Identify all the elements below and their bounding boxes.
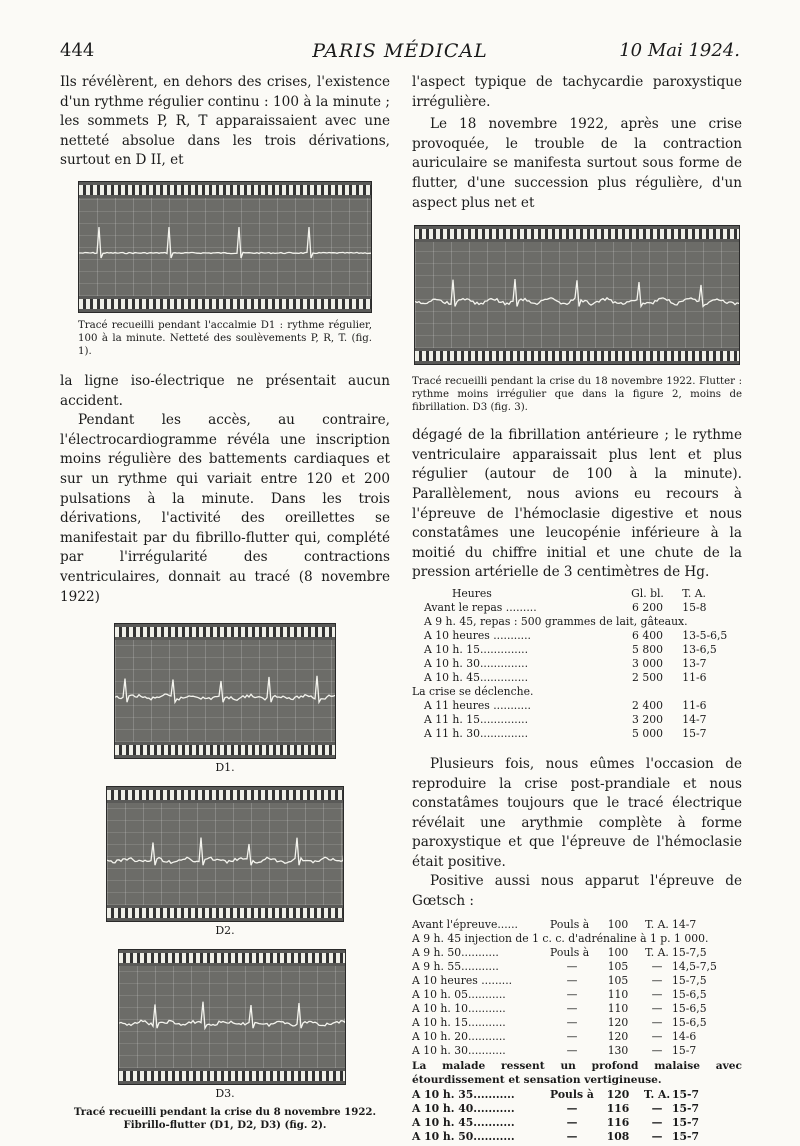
film-perforation bbox=[115, 627, 335, 637]
table-row bbox=[412, 643, 742, 657]
table-note-row bbox=[412, 932, 742, 946]
table-cell: A 10 h. 35........... bbox=[412, 1087, 515, 1101]
table-row bbox=[412, 946, 742, 960]
table-cell: — bbox=[651, 1101, 663, 1115]
table-cell: 6 400 bbox=[632, 628, 663, 642]
page-number: 444 bbox=[60, 40, 95, 61]
paragraph: Plusieurs fois, nous eûmes l'occasion de reproduire la crise post-prandiale et nous constatâmes toujours que le tracé électrique révélait une arythmie complète à forme paroxystique et que l'épreuve de l'hémoclasie était positive. bbox=[412, 755, 742, 870]
paragraph: l'aspect typique de tachycardie paroxystique irrégulière. bbox=[412, 74, 742, 110]
paragraph: Ils révélèrent, en dehors des crises, l'existence d'un rythme régulier continu : 100 à la minute ; les sommets P, R, T apparaissaient avec une netteté absolue dans les trois dérivations, surtout en D II, et bbox=[60, 74, 390, 169]
table-cell: A 9 h. 50........... bbox=[412, 945, 499, 959]
lead-label-d1: D1. bbox=[215, 761, 235, 775]
table-cell: A 10 h. 05........... bbox=[412, 987, 506, 1001]
page-header bbox=[60, 40, 740, 70]
table-cell: A 10 h. 30........... bbox=[412, 1043, 506, 1057]
table-cell: — bbox=[651, 1015, 663, 1029]
table-cell: — bbox=[566, 959, 578, 973]
table-cell: A 11 heures ........... bbox=[424, 698, 531, 712]
table-row bbox=[412, 1002, 742, 1016]
table-cell: — bbox=[566, 1001, 578, 1015]
table-cell: 11-6 bbox=[682, 698, 707, 712]
film-perforation bbox=[119, 1071, 345, 1081]
table-row bbox=[412, 1044, 742, 1058]
table-cell: A 10 h. 45.............. bbox=[424, 670, 529, 684]
film-perforation bbox=[415, 351, 739, 361]
ecg-figure-2-d3 bbox=[118, 949, 346, 1085]
table-row bbox=[412, 657, 742, 671]
paragraph: dégagé de la fibrillation antérieure ; le rythme ventriculaire apparaissait plus lent et plus régulier (autour de 100 à la minute). Parallèlement, nous avions eu recours à l'épreuve de l'hémoclasie digestive et nous constatâmes une leucopénie inférieure à la moitié du chiffre initial et une chute de la pression artérielle de 3 centimètres de Hg. bbox=[412, 427, 742, 581]
table-cell: A 9 h. 55........... bbox=[412, 959, 499, 973]
table-row bbox=[412, 1116, 742, 1130]
table-cell: — bbox=[651, 1001, 663, 1015]
table-cell: — bbox=[566, 1015, 578, 1029]
table-cell: 14-7 bbox=[682, 712, 707, 726]
table-cell: A 10 h. 10........... bbox=[412, 1001, 506, 1015]
table-cell: 130 bbox=[607, 1043, 629, 1057]
table-cell: 15-8 bbox=[682, 600, 707, 614]
table-cell: 110 bbox=[607, 1001, 629, 1015]
table-cell: A 10 h. 45........... bbox=[412, 1115, 515, 1129]
ecg-figure-2-d2 bbox=[106, 786, 344, 922]
table-header-row bbox=[412, 587, 742, 601]
table-cell: 108 bbox=[606, 1129, 630, 1143]
table-row bbox=[412, 629, 742, 643]
table-cell: 5 000 bbox=[632, 726, 663, 740]
table-cell: 15-6,5 bbox=[672, 1001, 707, 1015]
table-cell: 15-7 bbox=[672, 1087, 700, 1101]
table-cell: — bbox=[566, 1129, 578, 1143]
ecg-trace-line bbox=[119, 1002, 346, 1028]
table-note-row bbox=[412, 1058, 742, 1088]
table-cell: — bbox=[566, 1029, 578, 1043]
table-row bbox=[412, 918, 742, 932]
table-cell: 15-7,5 bbox=[672, 945, 707, 959]
left-column bbox=[60, 73, 390, 1132]
table-row bbox=[412, 960, 742, 974]
table-cell: 15-7 bbox=[672, 1101, 700, 1115]
issue-date: 10 Mai 1924. bbox=[619, 40, 740, 61]
table-cell: A 11 h. 15.............. bbox=[424, 712, 529, 726]
ecg-trace bbox=[415, 242, 740, 350]
ecg-figure-3 bbox=[414, 225, 740, 365]
table-note: A 9 h. 45 injection de 1 c. c. d'adrénaline à 1 p. 1 000. bbox=[412, 931, 709, 945]
table-cell: 3 200 bbox=[632, 712, 663, 726]
table-note: A 9 h. 45, repas : 500 grammes de lait, gâteaux. bbox=[424, 614, 688, 628]
table-note: La crise se déclenche. bbox=[412, 684, 534, 698]
table-cell: — bbox=[566, 973, 578, 987]
table-cell: 15-7,5 bbox=[672, 973, 707, 987]
leukocyte-table bbox=[412, 587, 742, 741]
table-header: Gl. bl. bbox=[631, 586, 664, 600]
table-cell: Pouls à bbox=[550, 1087, 594, 1101]
table-cell: — bbox=[566, 1101, 578, 1115]
table-cell: 14-6 bbox=[672, 1029, 697, 1043]
table-cell: 15-6,5 bbox=[672, 1015, 707, 1029]
table-cell: A 10 heures ......... bbox=[412, 973, 513, 987]
table-cell: A 11 h. 30.............. bbox=[424, 726, 529, 740]
table-cell: — bbox=[651, 1029, 663, 1043]
table-cell: 15-7 bbox=[672, 1115, 700, 1129]
ecg-trace-line bbox=[115, 676, 336, 702]
table-cell: A 10 h. 40........... bbox=[412, 1101, 515, 1115]
film-perforation bbox=[415, 229, 739, 239]
table-cell: 120 bbox=[606, 1087, 630, 1101]
table-cell: — bbox=[651, 1129, 663, 1143]
film-perforation bbox=[107, 790, 343, 800]
table-cell: 15-6,5 bbox=[672, 987, 707, 1001]
table-cell: Pouls à bbox=[550, 945, 590, 959]
table-cell: 14-7 bbox=[672, 917, 697, 931]
goetsch-table bbox=[412, 918, 742, 1144]
table-row bbox=[412, 974, 742, 988]
table-cell: — bbox=[651, 1115, 663, 1129]
table-cell: A 10 h. 15.............. bbox=[424, 642, 529, 656]
paragraph: Positive aussi nous apparut l'épreuve de Gœtsch : bbox=[412, 873, 742, 910]
table-cell: 6 200 bbox=[632, 600, 663, 614]
table-cell: 105 bbox=[607, 959, 629, 973]
table-cell: T. A. bbox=[643, 1087, 671, 1101]
ecg-trace bbox=[79, 198, 372, 298]
film-perforation bbox=[115, 745, 335, 755]
film-perforation bbox=[107, 908, 343, 918]
ecg-figure-2-d1 bbox=[114, 623, 336, 759]
table-cell: 110 bbox=[607, 987, 629, 1001]
lead-label-d3: D3. bbox=[215, 1087, 235, 1101]
film-perforation bbox=[79, 299, 371, 309]
table-cell: 14,5-7,5 bbox=[672, 959, 717, 973]
table-cell: 13-6,5 bbox=[682, 642, 717, 656]
table-cell: 116 bbox=[606, 1101, 630, 1115]
ecg-trace bbox=[119, 966, 346, 1070]
table-note-row bbox=[412, 615, 742, 629]
table-note-row bbox=[412, 685, 742, 699]
table-cell: 120 bbox=[607, 1015, 629, 1029]
table-header: Heures bbox=[452, 586, 492, 600]
table-cell: 5 800 bbox=[632, 642, 663, 656]
table-cell: 3 000 bbox=[632, 656, 663, 670]
table-row bbox=[412, 727, 742, 741]
table-cell: A 10 h. 50........... bbox=[412, 1129, 515, 1143]
table-cell: T. A. bbox=[645, 917, 669, 931]
lead-label-d2: D2. bbox=[215, 924, 235, 938]
table-cell: 100 bbox=[607, 917, 629, 931]
table-row bbox=[412, 988, 742, 1002]
paragraph: Le 18 novembre 1922, après une crise provoquée, le trouble de la contraction auriculaire se manifesta surtout sous forme de flutter, d'une succession plus régulière, d'un aspect plus net et bbox=[412, 116, 742, 211]
table-cell: Pouls à bbox=[550, 917, 590, 931]
table-cell: 15-7 bbox=[672, 1129, 700, 1143]
table-cell: 15-7 bbox=[682, 726, 707, 740]
table-cell: 2 500 bbox=[632, 670, 663, 684]
film-perforation bbox=[119, 953, 345, 963]
ecg-trace bbox=[115, 640, 336, 744]
figure-caption: Tracé recueilli pendant la crise du 18 novembre 1922. Flutter : rythme moins irrégulier que dans la figure 2, moins de fibrillation. D3 (fig. 3). bbox=[412, 376, 742, 414]
table-cell: A 10 h. 30.............. bbox=[424, 656, 529, 670]
ecg-trace-line bbox=[79, 227, 372, 258]
table-row bbox=[412, 1130, 742, 1144]
journal-title: PARIS MÉDICAL bbox=[312, 40, 488, 62]
table-cell: 120 bbox=[607, 1029, 629, 1043]
figure-caption: Tracé recueilli pendant l'accalmie D1 : rythme régulier, 100 à la minute. Netteté des soulèvements P, R, T. (fig. 1). bbox=[78, 319, 372, 357]
table-row bbox=[412, 1102, 742, 1116]
table-cell: A 10 h. 20........... bbox=[412, 1029, 506, 1043]
table-cell: 15-7 bbox=[672, 1043, 697, 1057]
right-column bbox=[412, 73, 742, 1144]
table-cell: 11-6 bbox=[682, 670, 707, 684]
table-cell: 116 bbox=[606, 1115, 630, 1129]
table-cell: A 10 h. 15........... bbox=[412, 1015, 506, 1029]
ecg-trace-line bbox=[107, 838, 344, 866]
table-row bbox=[412, 1030, 742, 1044]
table-cell: — bbox=[651, 1043, 663, 1057]
table-row bbox=[412, 671, 742, 685]
ecg-trace bbox=[107, 803, 344, 907]
table-cell: — bbox=[566, 1043, 578, 1057]
table-cell: Avant l'épreuve...... bbox=[412, 917, 518, 931]
table-cell: 13-5-6,5 bbox=[682, 628, 728, 642]
table-row bbox=[412, 1088, 742, 1102]
paragraph: Pendant les accès, au contraire, l'électrocardiogramme révéla une inscription moins régulière des battements cardiaques et sur un rythme qui variait entre 120 et 200 pulsations à la minute. Dans les trois dérivations, l'activité des oreillettes se manifestait par du fibrillo-flutter qui, complété par l'irrégularité des contractions ventriculaires, donnait au tracé (8 novembre 1922) bbox=[60, 412, 390, 605]
table-cell: 105 bbox=[607, 973, 629, 987]
figure-caption: Tracé recueilli pendant la crise du 8 novembre 1922. Fibrillo-flutter (D1, D2, D3) (fig. 2). bbox=[73, 1106, 377, 1132]
film-perforation bbox=[79, 185, 371, 195]
table-cell: — bbox=[566, 1115, 578, 1129]
table-row bbox=[412, 1016, 742, 1030]
table-cell: Avant le repas ......... bbox=[424, 600, 537, 614]
table-note: La malade ressent un profond malaise avec étourdissement et sensation vertigineuse. bbox=[412, 1059, 742, 1086]
paragraph: la ligne iso-électrique ne présentait aucun accident. bbox=[60, 372, 390, 409]
table-cell: — bbox=[651, 987, 663, 1001]
table-cell: — bbox=[651, 959, 663, 973]
ecg-trace-line bbox=[415, 279, 740, 306]
table-cell: T. A. bbox=[645, 945, 669, 959]
table-header: T. A. bbox=[682, 586, 706, 600]
table-row bbox=[412, 713, 742, 727]
table-row bbox=[412, 699, 742, 713]
table-cell: — bbox=[651, 973, 663, 987]
table-cell: 2 400 bbox=[632, 698, 663, 712]
table-cell: A 10 heures ........... bbox=[424, 628, 531, 642]
table-row bbox=[412, 601, 742, 615]
table-cell: 100 bbox=[607, 945, 629, 959]
table-cell: — bbox=[566, 987, 578, 1001]
ecg-figure-1 bbox=[78, 181, 372, 313]
table-cell: 13-7 bbox=[682, 656, 707, 670]
